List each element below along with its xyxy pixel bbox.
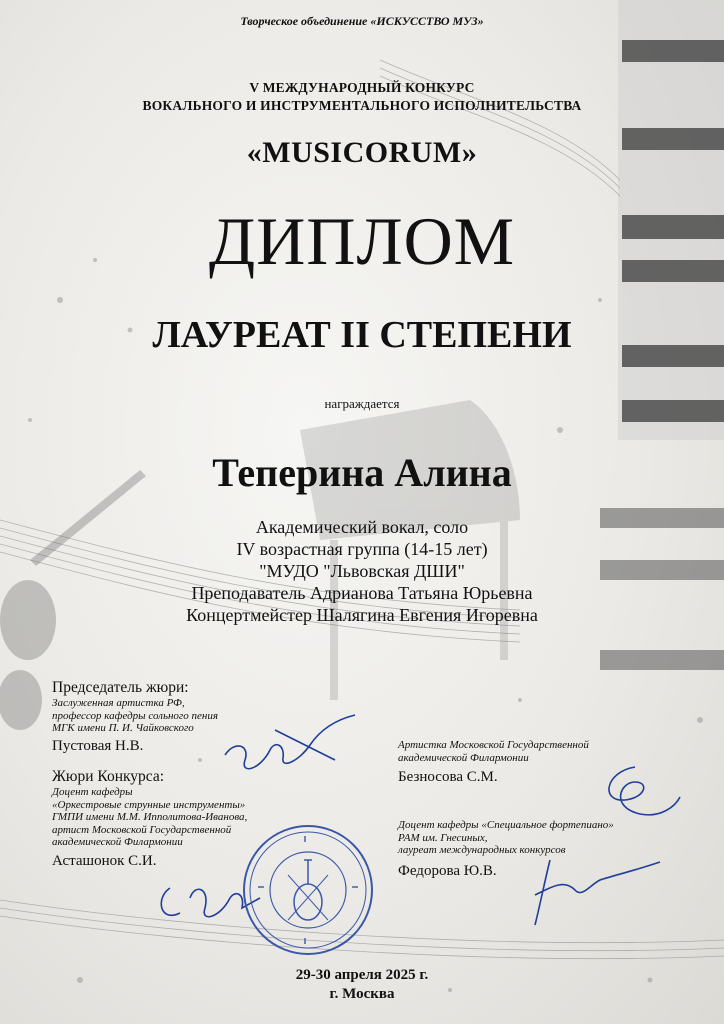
jury-1-regalia-1: Доцент кафедры	[52, 786, 133, 798]
jury-2-regalia-2: академической Филармонии	[398, 751, 529, 764]
detail-age-group: IV возрастная группа (14-15 лет)	[236, 539, 488, 559]
jury-2-block	[398, 739, 589, 786]
jury-3-name: Федорова Ю.В.	[398, 862, 497, 879]
award-degree: ЛАУРЕАТ II СТЕПЕНИ	[152, 314, 572, 356]
jury-1-name: Асташонок С.И.	[52, 852, 157, 869]
jury-2-signature	[580, 752, 690, 822]
awarded-label: награждается	[324, 396, 400, 411]
contest-name: «MUSICORUM»	[246, 136, 478, 169]
jury-1-regalia-3: ГМПИ имени М.М. Ипполитова-Иванова,	[52, 811, 248, 823]
recipient-name: Теперина Алина	[212, 450, 512, 495]
chair-name: Пустовая Н.В.	[52, 737, 144, 754]
jury-3-regalia-1: Доцент кафедры «Специальное фортепиано»	[398, 819, 614, 831]
contest-line-1: V МЕЖДУНАРОДНЫЙ КОНКУРС	[249, 80, 475, 95]
detail-nomination: Академический вокал, соло	[255, 517, 469, 537]
organizer: Творческое объединение «ИСКУССТВО МУЗ»	[240, 14, 484, 28]
jury-1-regalia-5: академической Филармонии	[52, 836, 183, 848]
chair-signature	[215, 700, 365, 780]
jury-chair-block	[52, 679, 218, 755]
contest-line-2: ВОКАЛЬНОГО И ИНСТРУМЕНТАЛЬНОГО ИСПОЛНИТЕЛЬСТВА	[142, 98, 582, 113]
detail-accompanist: Концертмейстер Шалягина Евгения Игоревна	[186, 605, 538, 625]
organization-seal	[238, 820, 378, 960]
jury-1-regalia-2: «Оркестровые струнные инструменты»	[52, 798, 246, 811]
event-date: 29-30 апреля 2025 г.	[295, 967, 429, 983]
document-title: ДИПЛОМ	[208, 203, 516, 279]
chair-regalia-1: Заслуженная артистка РФ,	[52, 697, 185, 709]
detail-teacher: Преподаватель Адрианова Татьяна Юрьевна	[191, 583, 533, 603]
jury-3-regalia-3: лауреат международных конкурсов	[398, 844, 566, 856]
detail-school: "МУДО "Львовская ДШИ"	[259, 561, 465, 581]
chair-regalia-2: профессор кафедры сольного пения	[52, 709, 218, 722]
jury-2-name: Безносова С.М.	[398, 769, 498, 785]
event-city: г. Москва	[329, 986, 395, 1002]
jury-3-regalia-2: РАМ им. Гнесиных,	[398, 831, 488, 844]
jury-block	[52, 768, 247, 870]
event-date-block	[0, 966, 724, 1004]
jury-1-regalia-4: артист Московской Государственной	[52, 823, 232, 836]
jury-3-signature	[520, 850, 670, 930]
chair-role: Председатель жюри:	[52, 679, 189, 696]
chair-regalia-3: МГК имени П. И. Чайковского	[52, 722, 194, 734]
recipient-details	[0, 516, 724, 626]
jury-role: Жюри Конкурса:	[52, 768, 165, 785]
jury-2-regalia-1: Артистка Московской Государственной	[398, 739, 589, 751]
